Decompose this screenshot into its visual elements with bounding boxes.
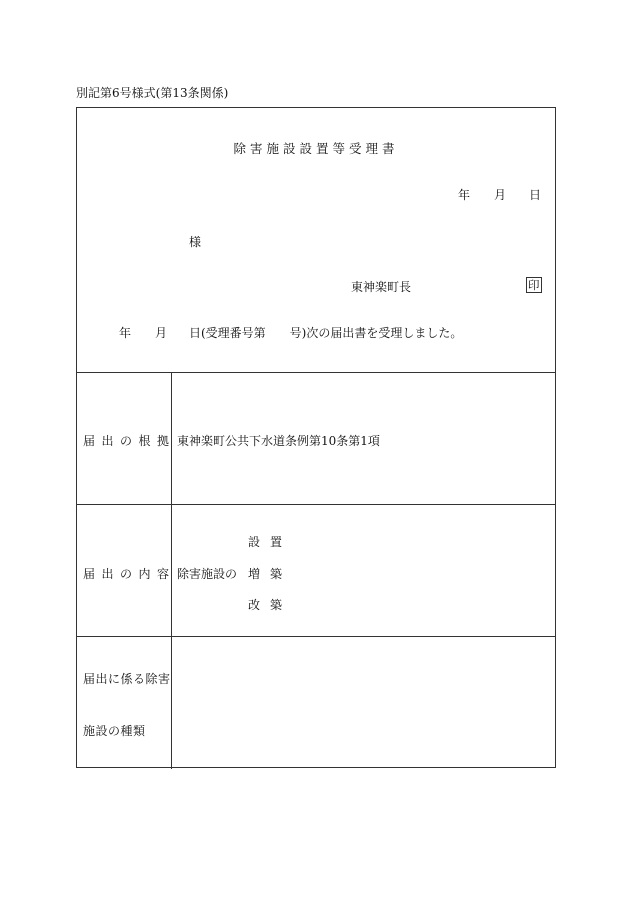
divider-header (77, 372, 555, 373)
facility-type-label-line1: 届出に係る除害 (83, 672, 171, 686)
content-label: 届出の内容 (83, 567, 176, 581)
receipt-statement: 日(受理番号第 号)次の届出書を受理しました。 (189, 326, 463, 340)
addressee-suffix: 様 (189, 235, 202, 249)
facility-type-label-line2: 施設の種類 (83, 724, 146, 738)
form-number-label: 別記第6号様式(第13条関係) (76, 86, 229, 100)
basis-value: 東神楽町公共下水道条例第10条第1項 (177, 434, 380, 448)
basis-label: 届出の根拠 (83, 434, 176, 448)
seal-mark: 印 (528, 278, 540, 292)
issue-date-day: 日 (529, 188, 542, 202)
document-title: 除害施設設置等受理書 (233, 141, 399, 156)
issue-date-year: 年 (458, 188, 471, 202)
receipt-date-month: 月 (155, 326, 168, 340)
content-prefix: 除害施設の (177, 567, 238, 581)
receipt-form (76, 107, 556, 768)
mayor-title: 東神楽町長 (351, 280, 412, 294)
issue-date-month: 月 (494, 188, 507, 202)
receipt-date-year: 年 (119, 326, 132, 340)
option-renovation: 改築 (248, 598, 293, 612)
option-construction: 設置 (248, 535, 293, 549)
divider-row2 (77, 636, 555, 637)
option-extension: 増築 (248, 567, 293, 581)
divider-row1 (77, 504, 555, 505)
